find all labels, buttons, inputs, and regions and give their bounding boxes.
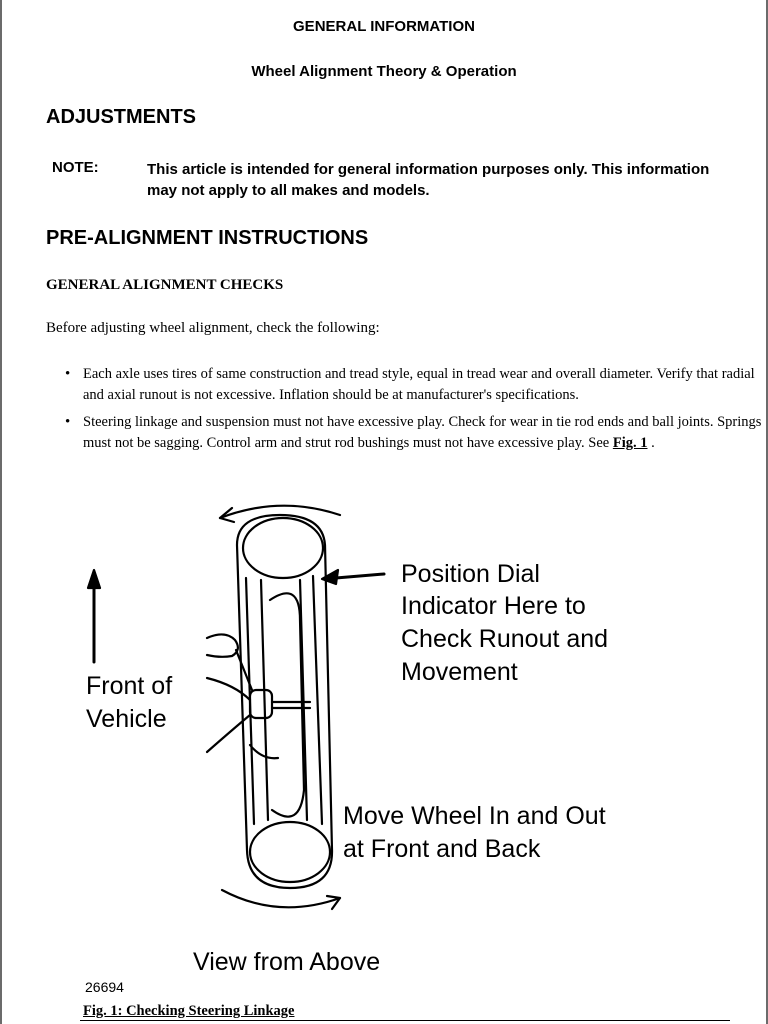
label-position-3: Check Runout and xyxy=(401,625,609,653)
general-checks-subheading: GENERAL ALIGNMENT CHECKS xyxy=(46,277,284,293)
list-item-text: Each axle uses tires of same construction and tread style, equal in tread wear and overall diameter. Verify that radial and axial runout is not excessive. Inflation should be at manufacturer's specifications. xyxy=(83,366,755,403)
label-position-1: Position Dial xyxy=(401,560,540,588)
list-item-tail: . xyxy=(647,435,655,451)
front-direction-arrowhead xyxy=(88,570,100,588)
figure-number: 26694 xyxy=(85,979,124,995)
bottom-rule xyxy=(80,1020,730,1021)
article-subtitle: Wheel Alignment Theory & Operation xyxy=(251,63,517,80)
hub-nut xyxy=(250,690,272,718)
fig-1-link[interactable]: Fig. 1 xyxy=(612,435,648,451)
intro-text: Before adjusting wheel alignment, check the following: xyxy=(46,320,380,336)
label-position-4: Movement xyxy=(401,658,518,686)
checks-list xyxy=(46,364,768,460)
strut-rod xyxy=(250,745,278,758)
adjustments-heading: ADJUSTMENTS xyxy=(46,106,197,128)
list-item xyxy=(83,412,768,454)
steering-linkage-figure xyxy=(0,490,768,980)
tire-bottom-tread xyxy=(250,822,330,882)
pre-alignment-heading: PRE-ALIGNMENT INSTRUCTIONS xyxy=(46,227,369,249)
rim-line-2 xyxy=(261,580,268,820)
label-move-2: at Front and Back xyxy=(343,835,541,863)
note-text: This article is intended for general information purposes only. This information may not apply to all makes and models. xyxy=(147,161,710,199)
dial-indicator-arrowhead xyxy=(322,570,338,584)
tire-top-tread xyxy=(243,518,323,578)
label-front-2: Vehicle xyxy=(86,705,167,733)
tie-rod-end xyxy=(207,634,238,656)
wheel-hub xyxy=(270,593,304,816)
note-label: NOTE: xyxy=(52,159,99,176)
list-item-text: Steering linkage and suspension must not have excessive play. Check for wear in tie rod ends and ball joints. Springs must not be sagging. Control arm and strut rod bushings must not have excessive play. See xyxy=(83,414,762,451)
label-front-1: Front of xyxy=(86,672,173,700)
figure-caption: Fig. 1: Checking Steering Linkage xyxy=(83,1003,295,1019)
list-item xyxy=(83,364,768,406)
rotation-arrow-bottom xyxy=(222,890,340,907)
rim-outer-line xyxy=(313,576,322,824)
label-view: View from Above xyxy=(193,948,381,976)
section-header: GENERAL INFORMATION xyxy=(293,18,475,35)
label-move-1: Move Wheel In and Out xyxy=(343,802,606,830)
rotation-arrow-top xyxy=(220,506,340,518)
label-position-2: Indicator Here to xyxy=(401,592,586,620)
